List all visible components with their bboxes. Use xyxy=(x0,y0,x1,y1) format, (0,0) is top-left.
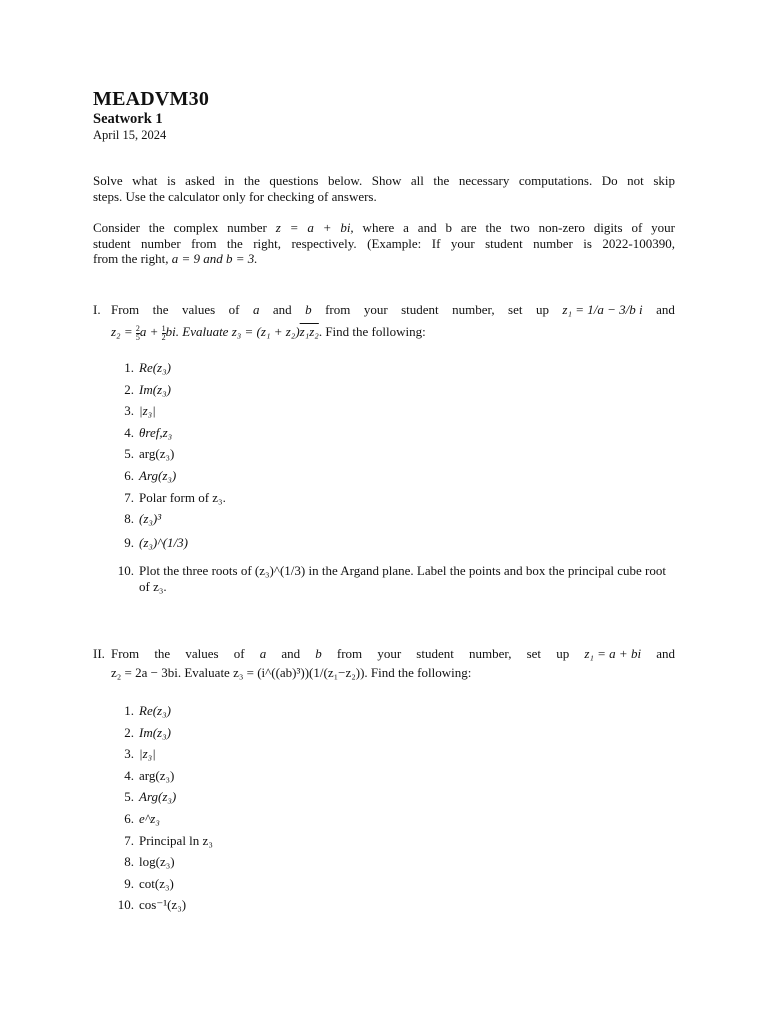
list-item: 6 . Arg(z₃) xyxy=(110,468,674,490)
section-2-prompt xyxy=(93,646,675,681)
list-item: 3 . |z₃| xyxy=(110,403,674,425)
list-item: 6 . e^z₃ xyxy=(110,811,213,833)
list-item: 5 . Arg(z₃) xyxy=(110,789,213,811)
instructions-line: steps. Use the calculator only for checking of answers. xyxy=(93,188,377,204)
section-1-line: I. From the values of a and b from your student number, set up z₁ = 1/a − 3/b i and xyxy=(93,302,675,317)
fraction-one-half: $\frac{1}{2}$ xyxy=(161,323,166,342)
list-item: 3 . |z₃| xyxy=(110,746,213,768)
seatwork-title: Seatwork 1 xyxy=(93,111,163,127)
section-2-line: II. From the values of a and b from your student number, set up z₁ = a + bi and xyxy=(93,646,675,661)
section-2-list xyxy=(110,703,213,919)
section-2-numeral: II. xyxy=(93,646,105,661)
list-item: 1 . Re(z₃) xyxy=(110,703,213,725)
list-item: 4 . arg(z₃) xyxy=(110,768,213,790)
list-item: 7 . Principal ln z₃ xyxy=(110,833,213,855)
list-item: 1 . Re(z₃) xyxy=(110,360,674,382)
intro-line: Consider the complex number z = a + bi, where a and b are the two non-zero digits of your xyxy=(93,220,675,235)
section-1-numeral: I. xyxy=(93,302,101,317)
list-item: 7 . Polar form of z₃. xyxy=(110,490,674,512)
list-item: 10 . Plot the three roots of (z₃)^(1/3) in the Argand plane. Label the points and box the principal cube root of z₃. xyxy=(110,563,674,595)
section-2-line: z₂ = 2a − 3bi. Evaluate z₃ = (i^((ab)³))(1/(z₁−z₂)). Find the following: xyxy=(111,665,472,680)
list-item: 10 . cos⁻¹(z₃) xyxy=(110,897,213,919)
instructions-paragraph xyxy=(93,173,675,204)
intro-paragraph xyxy=(93,220,675,267)
section-1-prompt xyxy=(93,302,675,342)
list-item: 5 . arg(z₃) xyxy=(110,446,674,468)
section-1-line: z₂ = $\frac{2}{5}$ a + $\frac{1}{2}$ bi. Evaluate z₃ = (z₁ + z₂)z₁z₂. Find the following: xyxy=(111,323,426,342)
list-item: 8 . log(z₃) xyxy=(110,854,213,876)
list-item: 9 . cot(z₃) xyxy=(110,876,213,898)
fraction-two-fifths: $\frac{2}{5}$ xyxy=(135,323,140,342)
intro-line: from the right, a = 9 and b = 3. xyxy=(93,251,258,266)
list-item: 9 . (z₃)^(1/3) xyxy=(110,535,674,563)
date: April 15, 2024 xyxy=(93,128,167,142)
intro-line: student number from the right, respectively. (Example: If your student number is 2022-100390, xyxy=(93,235,675,251)
section-1-list xyxy=(110,360,674,595)
course-code: MEADVM30 xyxy=(93,88,210,110)
instructions-line: Solve what is asked in the questions below. Show all the necessary computations. Do not skip xyxy=(93,173,675,188)
list-item: 4 . θref,z₃ xyxy=(110,425,674,447)
list-item: 2 . Im(z₃) xyxy=(110,725,213,747)
list-item: 8 . (z₃)³ xyxy=(110,511,674,535)
list-item: 2 . Im(z₃) xyxy=(110,382,674,404)
